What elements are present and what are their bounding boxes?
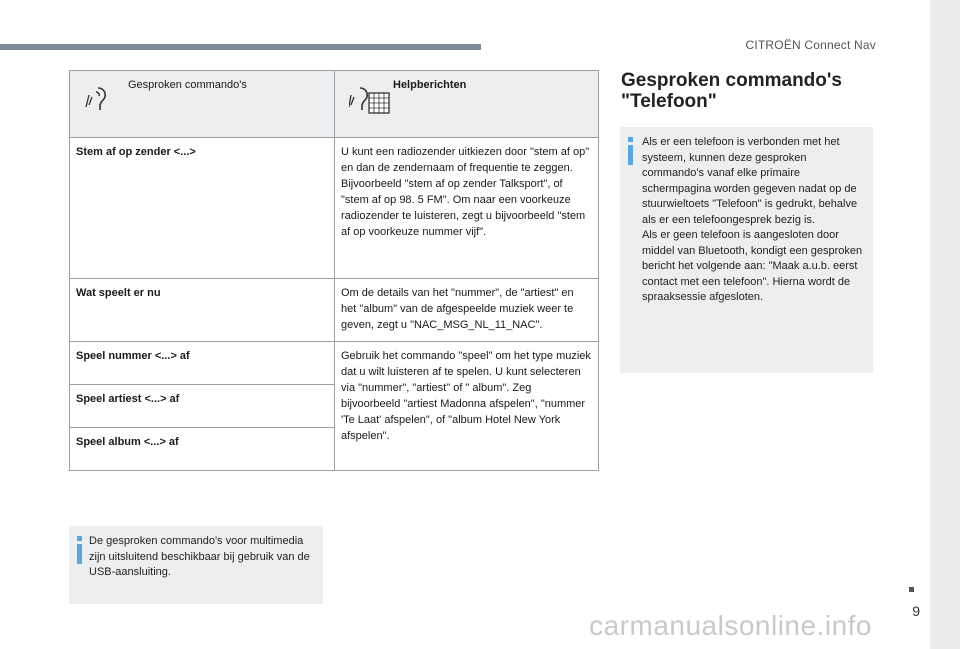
info-icon (628, 137, 633, 165)
help-cell: Gebruik het commando "speel" om het type muziek dat u wilt luisteren af te spelen. U kunt selecteren via "nummer", "artiest" of " album". Zeg bijvoorbeeld "artiest Madonna afspelen", "nummer 'Te Laat' afspelen", of "album Hotel New York afspelen". (335, 342, 599, 471)
multimedia-note (69, 526, 323, 604)
col-header-label: Helpberichten (393, 79, 467, 91)
section-title: Gesproken commando's "Telefoon" (621, 70, 842, 112)
command-cell: Speel artiest <...> af (70, 385, 335, 428)
page-marker (909, 587, 914, 592)
command-cell: Stem af op zender <...> (70, 138, 335, 279)
note-text: De gesproken commando's voor multimedia zijn uitsluitend beschikbaar bij gebruik van de USB-aansluiting. (89, 535, 310, 578)
phone-note (620, 127, 873, 373)
side-strip (930, 0, 960, 649)
voice-command-icon (84, 83, 112, 118)
help-cell: Om de details van het "nummer", de "artiest" en het "album" van de afgespeelde muziek weer te geven, zegt u "NAC_MSG_NL_11_NAC". (335, 279, 599, 342)
table-row (70, 279, 599, 342)
voice-command-table (69, 70, 599, 471)
page-number: 9 (912, 603, 920, 619)
col-header-help (335, 71, 599, 138)
command-cell: Wat speelt er nu (70, 279, 335, 342)
info-icon (77, 536, 82, 564)
help-cell: U kunt een radiozender uitkiezen door "stem af op" en dan de zendernaam of frequentie te zeggen. Bijvoorbeeld "stem af op zender Talksport", of "stem af op 98. 5 FM". Om naar een voorkeuze radiozender te luisteren, zegt u bijvoorbeeld "stem af op voorkeuze nummer vijf". (335, 138, 599, 279)
col-header-label: Gesproken commando's (128, 79, 247, 91)
command-cell: Speel nummer <...> af (70, 342, 335, 385)
col-header-commands (70, 71, 335, 138)
watermark: carmanualsonline.info (589, 610, 872, 641)
table-row (70, 342, 599, 385)
table-row (70, 138, 599, 279)
table-header-row (70, 71, 599, 138)
note-text (642, 135, 863, 306)
command-cell: Speel album <...> af (70, 428, 335, 471)
voice-help-icon (349, 83, 393, 120)
note-paragraph: Als er een telefoon is verbonden met het systeem, kunnen deze gesproken commando's vanaf elke primaire schermpagina worden gegeven nadat op de stuurwieltoets "Telefoon" is gedrukt, behalve als er een telefoongesprek bezig is. (642, 136, 858, 226)
header-bar (0, 44, 481, 50)
brand-label: CITROËN Connect Nav (745, 38, 876, 52)
note-paragraph: Als er geen telefoon is aangesloten door middel van Bluetooth, kondigt een gesproken bericht het volgende aan: "Maak a.u.b. eerst contact met een telefoon". Hierna wordt de spraaksessie afgesloten. (642, 229, 863, 303)
